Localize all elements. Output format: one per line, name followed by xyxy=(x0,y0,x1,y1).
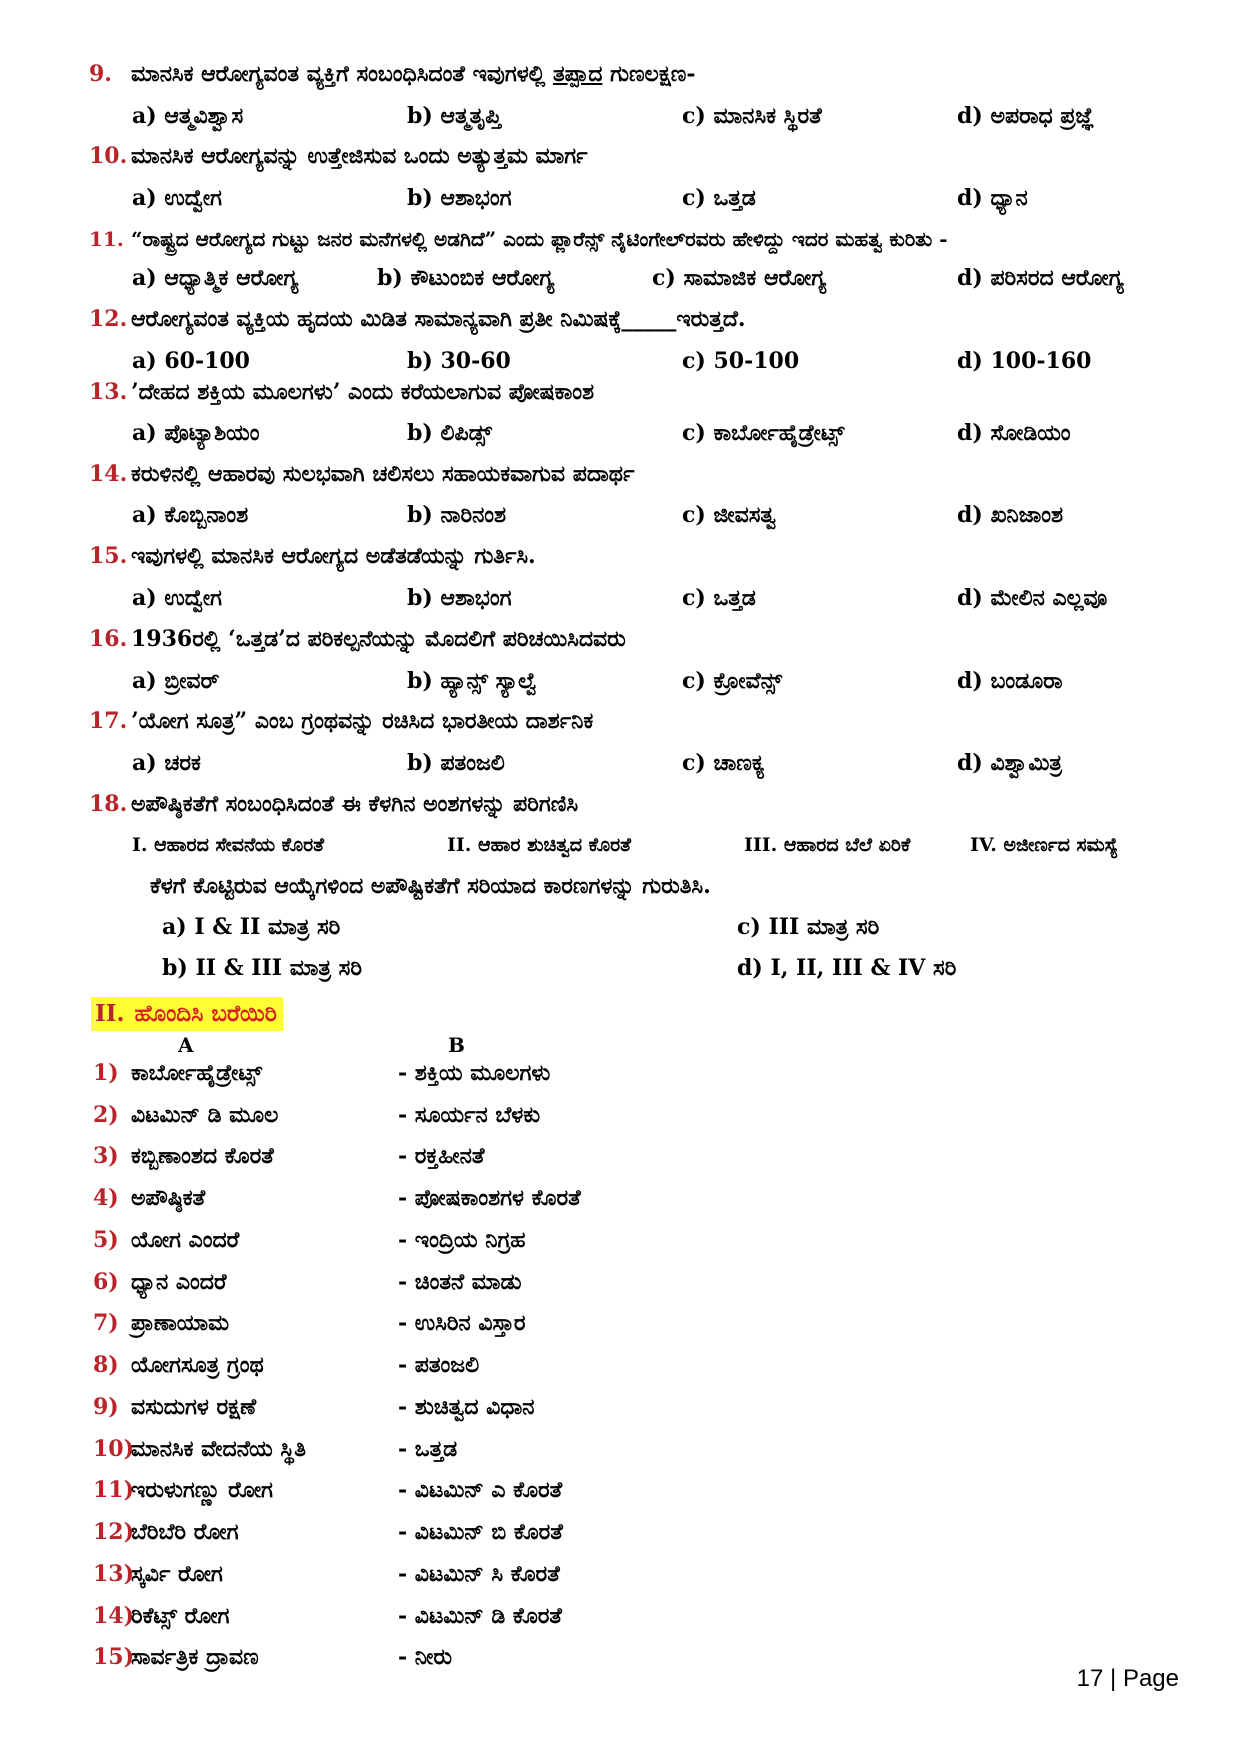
match-number: 7) xyxy=(93,1310,119,1336)
question-text-pre: ಮಾನಸಿಕ ಆರೋಗ್ಯವಂತ ವ್ಯಕ್ತಿಗೆ ಸಂಬಂಧಿಸಿದಂತೆ ಇವುಗಳಲ್ಲಿ xyxy=(131,61,553,87)
match-b: - ಒತ್ತಡ xyxy=(398,1436,458,1462)
section-number: II. xyxy=(95,1000,125,1027)
match-a: ಇರುಳುಗಣ್ಣು ರೋಗ xyxy=(131,1477,273,1503)
question-number: 14. xyxy=(89,461,128,487)
option-a: a) ಆತ್ಮವಿಶ್ವಾಸ xyxy=(132,103,244,129)
options-18-row1 xyxy=(162,912,1222,944)
match-number: 5) xyxy=(93,1227,119,1253)
match-number: 12) xyxy=(93,1519,135,1545)
match-b: - ರಕ್ತಹೀನತೆ xyxy=(398,1143,485,1169)
match-b: - ವಿಟಮಿನ್ ಎ ಕೊರತೆ xyxy=(398,1477,563,1503)
match-number: 15) xyxy=(93,1644,135,1670)
match-a: ಯೋಗ ಎಂದರೆ xyxy=(131,1227,240,1253)
option-a: a) ಉದ್ವೇಗ xyxy=(132,185,222,211)
question-text: ’ಯೋಗ ಸೂತ್ರ” ಎಂಬ ಗ್ರಂಥವನ್ನು ರಚಿಸಿದ ಭಾರತೀಯ ದಾರ್ಶನಿಕ xyxy=(131,708,594,734)
match-a: ಸ್ಕರ್ವಿ ರೋಗ xyxy=(131,1561,223,1587)
match-number: 6) xyxy=(93,1269,119,1295)
match-number: 13) xyxy=(93,1561,135,1587)
option-d: d) ವಿಶ್ವಾಮಿತ್ರ xyxy=(957,750,1063,776)
match-number: 11) xyxy=(93,1477,135,1503)
section-heading xyxy=(91,997,283,1031)
option-c: c) ಒತ್ತಡ xyxy=(682,185,756,211)
question-text: ಮಾನಸಿಕ ಆರೋಗ್ಯವನ್ನು ಉತ್ತೇಜಿಸುವ ಒಂದು ಅತ್ಯುತ್ತಮ ಮಾರ್ಗ xyxy=(131,143,588,169)
options-9 xyxy=(132,101,1192,133)
statement-3: III. ಆಹಾರದ ಬೆಲೆ ಏರಿಕೆ xyxy=(744,834,911,856)
option-c: c) ಮಾನಸಿಕ ಸ್ಥಿರತೆ xyxy=(682,103,822,129)
options-14 xyxy=(132,500,1192,532)
match-number: 3) xyxy=(93,1143,119,1169)
match-b: - ಶಕ್ತಿಯ ಮೂಲಗಳು xyxy=(398,1060,551,1086)
question-text-underlined: ತಪ್ಪಾದ xyxy=(552,61,603,87)
question-text: ಆರೋಗ್ಯವಂತ ವ್ಯಕ್ತಿಯ ಹೃದಯ ಮಿಡಿತ ಸಾಮಾನ್ಯವಾಗಿ ಪ್ರತೀ ನಿಮಿಷಕ್ಕೆ_____ಇರುತ್ತದೆ. xyxy=(131,306,746,332)
statement-1: I. ಆಹಾರದ ಸೇವನೆಯ ಕೊರತೆ xyxy=(132,834,324,856)
match-row xyxy=(93,1183,693,1215)
match-b: - ಸೂರ್ಯನ ಬೆಳಕು xyxy=(398,1102,541,1128)
option-c: c) ಒತ್ತಡ xyxy=(682,585,756,611)
option-a: a) ಚರಕ xyxy=(132,750,201,776)
question-text: ಇವುಗಳಲ್ಲಿ ಮಾನಸಿಕ ಆರೋಗ್ಯದ ಅಡೆತಡೆಯನ್ನು ಗುರ್ತಿಸಿ. xyxy=(131,543,536,569)
question-text: ಕರುಳಿನಲ್ಲಿ ಆಹಾರವು ಸುಲಭವಾಗಿ ಚಲಿಸಲು ಸಹಾಯಕವಾಗುವ ಪದಾರ್ಥ xyxy=(131,461,635,487)
question-17 xyxy=(89,706,593,738)
match-a: ವಸುದುಗಳ ರಕ್ಷಣೆ xyxy=(131,1394,257,1420)
question-number: 9. xyxy=(89,61,112,87)
question-number: 18. xyxy=(89,791,128,817)
match-row xyxy=(93,1350,693,1382)
match-b: - ವಿಟಮಿನ್ ಸಿ ಕೊರತೆ xyxy=(398,1561,560,1587)
question-number: 11. xyxy=(89,227,124,251)
match-b: - ಪೋಷಕಾಂಶಗಳ ಕೊರತೆ xyxy=(398,1185,581,1211)
match-b: - ಶುಚಿತ್ವದ ವಿಧಾನ xyxy=(398,1394,535,1420)
match-a: ಬೆರಿಬೆರಿ ರೋಗ xyxy=(131,1519,239,1545)
match-a: ಕಬ್ಬಿಣಾಂಶದ ಕೊರತೆ xyxy=(131,1143,274,1169)
option-d: d) ಸೋಡಿಯಂ xyxy=(957,420,1071,446)
match-row xyxy=(93,1475,693,1507)
question-12 xyxy=(89,304,746,336)
match-row xyxy=(93,1141,693,1173)
match-row xyxy=(93,1225,693,1257)
match-row xyxy=(93,1100,693,1132)
option-b: b) ನಾರಿನಂಶ xyxy=(407,502,507,528)
match-number: 10) xyxy=(93,1436,135,1462)
options-10 xyxy=(132,183,1192,215)
match-row xyxy=(93,1308,693,1340)
question-text: ’ದೇಹದ ಶಕ್ತಿಯ ಮೂಲಗಳು’ ಎಂದು ಕರೆಯಲಾಗುವ ಪೋಷಕಾಂಶ xyxy=(131,379,595,405)
option-a: a) ಬ್ರೀವರ್ xyxy=(132,668,220,694)
match-number: 9) xyxy=(93,1394,119,1420)
match-number: 14) xyxy=(93,1603,135,1629)
match-row xyxy=(93,1058,693,1090)
option-b: b) ಲಿಪಿಡ್ಸ್ xyxy=(407,420,492,446)
option-c: c) ಜೀವಸತ್ವ xyxy=(682,502,776,528)
option-b: b) ಆತ್ಮತೃಪ್ತಿ xyxy=(407,103,502,129)
option-a: a) I & II ಮಾತ್ರ ಸರಿ xyxy=(162,914,341,940)
option-b: b) II & III ಮಾತ್ರ ಸರಿ xyxy=(162,955,362,981)
question-number: 17. xyxy=(89,708,128,734)
question-13 xyxy=(89,377,594,409)
question-number: 12. xyxy=(89,306,128,332)
match-b: - ಇಂದ್ರಿಯ ನಿಗ್ರಹ xyxy=(398,1227,526,1253)
option-c: c) ಕಾರ್ಬೋಹೈಡ್ರೇಟ್ಸ್ xyxy=(682,420,845,446)
question-number: 15. xyxy=(89,543,128,569)
option-d: d) ಪರಿಸರದ ಆರೋಗ್ಯ xyxy=(957,265,1124,291)
column-b-header: B xyxy=(448,1033,465,1057)
match-b: - ಚಿಂತನೆ ಮಾಡು xyxy=(398,1269,522,1295)
match-number: 8) xyxy=(93,1352,119,1378)
option-b: b) ಆಶಾಭಂಗ xyxy=(407,185,512,211)
page-number: 17 | Page xyxy=(1076,1665,1179,1692)
question-number: 16. xyxy=(89,626,128,652)
match-number: 2) xyxy=(93,1102,119,1128)
match-row xyxy=(93,1601,693,1633)
question-9 xyxy=(89,59,695,91)
option-d: d) I, II, III & IV ಸರಿ xyxy=(737,955,957,981)
match-row xyxy=(93,1559,693,1591)
option-c: c) ಕ್ರೋವೆನ್ಸ್ xyxy=(682,668,783,694)
match-a: ಧ್ಯಾನ ಎಂದರೆ xyxy=(131,1269,227,1295)
question-18 xyxy=(89,789,578,821)
question-text-post: ಗುಣಲಕ್ಷಣ- xyxy=(602,61,696,87)
option-d: d) ಬಂಡೂರಾ xyxy=(957,668,1063,694)
option-a: a) ಪೊಟ್ಯಾಶಿಯಂ xyxy=(132,420,260,446)
question-text: 1936ರಲ್ಲಿ ‘ಒತ್ತಡ’ದ ಪರಿಕಲ್ಪನೆಯನ್ನು ಮೊದಲಿಗೆ ಪರಿಚಯಿಸಿದವರು xyxy=(131,626,626,652)
option-b: b) ಆಶಾಭಂಗ xyxy=(407,585,512,611)
match-a: ಪ್ರಾಣಾಯಾಮ xyxy=(131,1310,229,1336)
section-title: ಹೊಂದಿಸಿ ಬರೆಯಿರಿ xyxy=(134,1000,277,1027)
match-b: - ಉಸಿರಿನ ವಿಸ್ತಾರ xyxy=(398,1310,526,1336)
question-text: “ರಾಷ್ಟ್ರದ ಆರೋಗ್ಯದ ಗುಟ್ಟು ಜನರ ಮನೆಗಳಲ್ಲಿ ಅಡಗಿದೆ” ಎಂದು ಫ್ಲಾರೆನ್ಸ್ ನೈಟಿಂಗೇಲ್‌ರವರು ಹೇಳಿದ್ದು ಇದರ ಮಹತ್ವ ಕುರಿತು - xyxy=(131,227,948,251)
question-10 xyxy=(89,141,588,173)
options-15 xyxy=(132,583,1192,615)
match-number: 1) xyxy=(93,1060,119,1086)
column-a-header: A xyxy=(178,1033,194,1057)
match-a: ರಿಕೆಟ್ಸ್ ರೋಗ xyxy=(131,1603,230,1629)
match-a: ಮಾನಸಿಕ ವೇದನೆಯ ಸ್ಥಿತಿ xyxy=(131,1436,306,1462)
match-b: - ವಿಟಮಿನ್ ಬಿ ಕೊರತೆ xyxy=(398,1519,563,1545)
match-a: ಸಾರ್ವತ್ರಿಕ ದ್ರಾವಣ xyxy=(131,1644,259,1670)
match-row xyxy=(93,1434,693,1466)
option-a: a) ಆಧ್ಯಾತ್ಮಿಕ ಆರೋಗ್ಯ xyxy=(132,265,299,291)
option-c: c) 50-100 xyxy=(682,348,800,374)
question-text xyxy=(131,61,695,87)
question-14 xyxy=(89,459,634,491)
option-d: d) ಮೇಲಿನ ಎಲ್ಲವೂ xyxy=(957,585,1108,611)
instruction-18 xyxy=(150,871,1210,903)
option-b: b) 30-60 xyxy=(407,348,511,374)
match-row xyxy=(93,1517,693,1549)
question-text: ಅಪೌಷ್ಠಿಕತೆಗೆ ಸಂಬಂಧಿಸಿದಂತೆ ಈ ಕೆಳಗಿನ ಅಂಶಗಳನ್ನು ಪರಿಗಣಿಸಿ xyxy=(131,791,579,817)
option-c: c) III ಮಾತ್ರ ಸರಿ xyxy=(737,914,880,940)
statement-4: IV. ಅಜೀರ್ಣದ ಸಮಸ್ಯೆ xyxy=(970,834,1119,856)
options-17 xyxy=(132,748,1192,780)
match-a: ಯೋಗಸೂತ್ರ ಗ್ರಂಥ xyxy=(131,1352,264,1378)
options-13 xyxy=(132,418,1192,450)
option-a: a) ಕೊಬ್ಬಿನಾಂಶ xyxy=(132,502,249,528)
statement-2: II. ಆಹಾರ ಶುಚಿತ್ವದ ಕೊರತೆ xyxy=(447,834,631,856)
match-a: ಅಪೌಷ್ಠಿಕತೆ xyxy=(131,1185,206,1211)
options-12 xyxy=(132,346,1192,378)
match-b: - ವಿಟಮಿನ್ ಡಿ ಕೊರತೆ xyxy=(398,1603,562,1629)
option-a: a) ಉದ್ವೇಗ xyxy=(132,585,222,611)
match-b: - ನೀರು xyxy=(398,1644,452,1670)
match-number: 4) xyxy=(93,1185,119,1211)
option-d: d) ಧ್ಯಾನ xyxy=(957,185,1028,211)
instruction-text: ಕೆಳಗೆ ಕೊಟ್ಟಿರುವ ಆಯ್ಕೆಗಳಿಂದ ಅಪೌಷ್ಟಿಕತೆಗೆ ಸರಿಯಾದ ಕಾರಣಗಳನ್ನು ಗುರುತಿಸಿ. xyxy=(150,873,711,899)
question-number: 13. xyxy=(89,379,128,405)
question-15 xyxy=(89,541,536,573)
match-b: - ಪತಂಜಲಿ xyxy=(398,1352,480,1378)
statements-18 xyxy=(132,830,1192,862)
question-16 xyxy=(89,624,626,656)
match-a: ವಿಟಮಿನ್ ಡಿ ಮೂಲ xyxy=(131,1102,279,1128)
option-c: c) ಸಾಮಾಜಿಕ ಆರೋಗ್ಯ xyxy=(652,265,827,291)
question-11 xyxy=(89,224,948,256)
option-b: b) ಪತಂಜಲಿ xyxy=(407,750,505,776)
options-11 xyxy=(132,263,1192,295)
match-row xyxy=(93,1642,693,1674)
question-number: 10. xyxy=(89,143,128,169)
match-row xyxy=(93,1392,693,1424)
option-d: d) ಅಪರಾಧ ಪ್ರಜ್ಞೆ xyxy=(957,103,1095,129)
option-b: b) ಕೌಟುಂಬಿಕ ಆರೋಗ್ಯ xyxy=(377,265,555,291)
options-18-row2 xyxy=(162,953,1222,985)
options-16 xyxy=(132,666,1192,698)
option-b: b) ಹ್ಯಾನ್ಸ್ ಸ್ಯಾಲ್ವೆ xyxy=(407,668,538,694)
option-a: a) 60-100 xyxy=(132,348,250,374)
match-row xyxy=(93,1267,693,1299)
match-a: ಕಾರ್ಬೋಹೈಡ್ರೇಟ್ಸ್ xyxy=(131,1060,262,1086)
option-c: c) ಚಾಣಕ್ಯ xyxy=(682,750,765,776)
option-d: d) 100-160 xyxy=(957,348,1092,374)
option-d: d) ಖನಿಜಾಂಶ xyxy=(957,502,1064,528)
